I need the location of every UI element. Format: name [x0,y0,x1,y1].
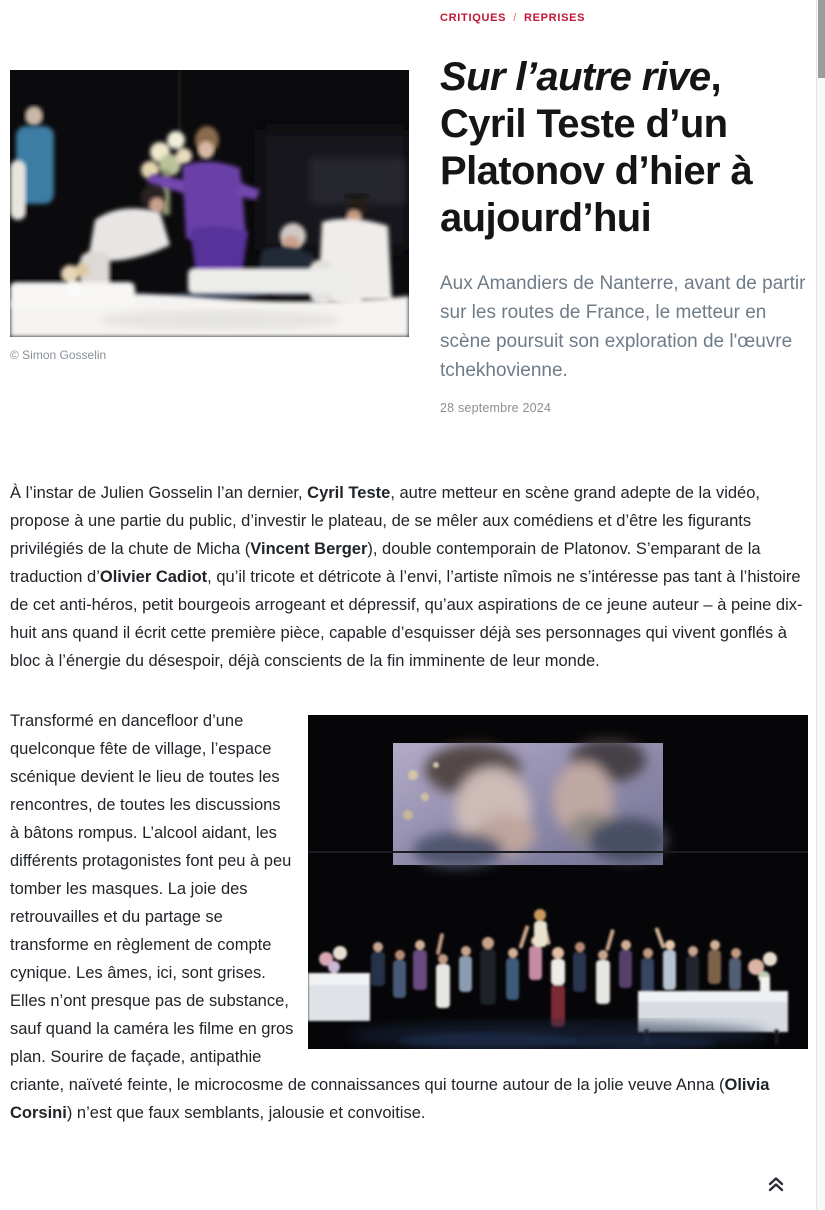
page-title [440,54,808,242]
scroll-to-top-button[interactable] [762,1170,790,1198]
title-italic-part: Sur l’autre rive [440,55,711,99]
breadcrumb [440,12,808,24]
header-text-column [440,0,808,415]
scrollbar-thumb[interactable] [818,0,825,78]
standfirst: Aux Amandiers de Nanterre, avant de partir sur les routes de France, le metteur en scène poursuit son exploration de l'œuvre tchekhovienne. [440,272,806,381]
hero-photo [10,70,409,337]
article-paragraph-1: À l’instar de Julien Gosselin l’an dernier, Cyril Teste, autre metteur en scène grand adepte de la vidéo, propose à une partie du public, d’investir le plateau, de se mêler aux comédiens et d’être les figurants privilégiés de la chute de Micha (Vincent Berger), double contemporain de Platonov. S’emparant de la traduction d’Olivier Cadiot, qu’il tricote et détricote à l’envi, l’artiste nîmois ne s’intéresse pas tant à l’histoire de cet anti-héros, petit bourgeois arrogeant et dépressif, qu’aux aspirations de ce jeune auteur – à peine dix-huit ans quand il écrit cette première pièce, capable d’esquisser déjà ses personnages qui vivent gonflés à bloc à l’énergie du désespoir, déjà conscients de la fin imminente de leur monde. [10,483,803,670]
breadcrumb-separator: / [513,12,517,24]
article-paragraph-2: Transformé en dancefloor d’une quelconque fête de village, l’espace scénique devient le lieu de toutes les rencontres, de toutes les discussions à bâtons rompus. L’alcool aidant, les différents protagonistes font peu à peu tomber les masques. La joie des retrouvailles et du partage se transforme en règlement de compte cynique. Les âmes, ici, sont grises. Elles n’ont presque pas de substance, sauf quand la caméra les filme en gros plan. Sourire de façade, antipathie criante, naïveté feinte, le microcosme de connaissances qui tourne autour de la jolie veuve Anna (Olivia Corsini) n’est que faux semblants, jalousie et convoitise. [10,711,770,1122]
publication-date: 28 septembre 2024 [440,400,552,415]
chevron-double-up-icon [765,1173,787,1195]
photo-credit: © Simon Gosselin [10,348,107,362]
stage-photo [308,715,808,1049]
breadcrumb-category-reprises[interactable]: REPRISES [523,12,586,24]
title-regular-part: , Cyril Teste d’un Platonov d’hier à aujourd’hui [440,55,753,240]
scrollbar-track[interactable] [816,0,825,1210]
article-section-2 [10,707,808,1127]
breadcrumb-category-critiques[interactable]: CRITIQUES [440,12,507,24]
article-header [10,0,808,415]
article-page [10,0,808,1127]
hero-figure [10,0,409,415]
